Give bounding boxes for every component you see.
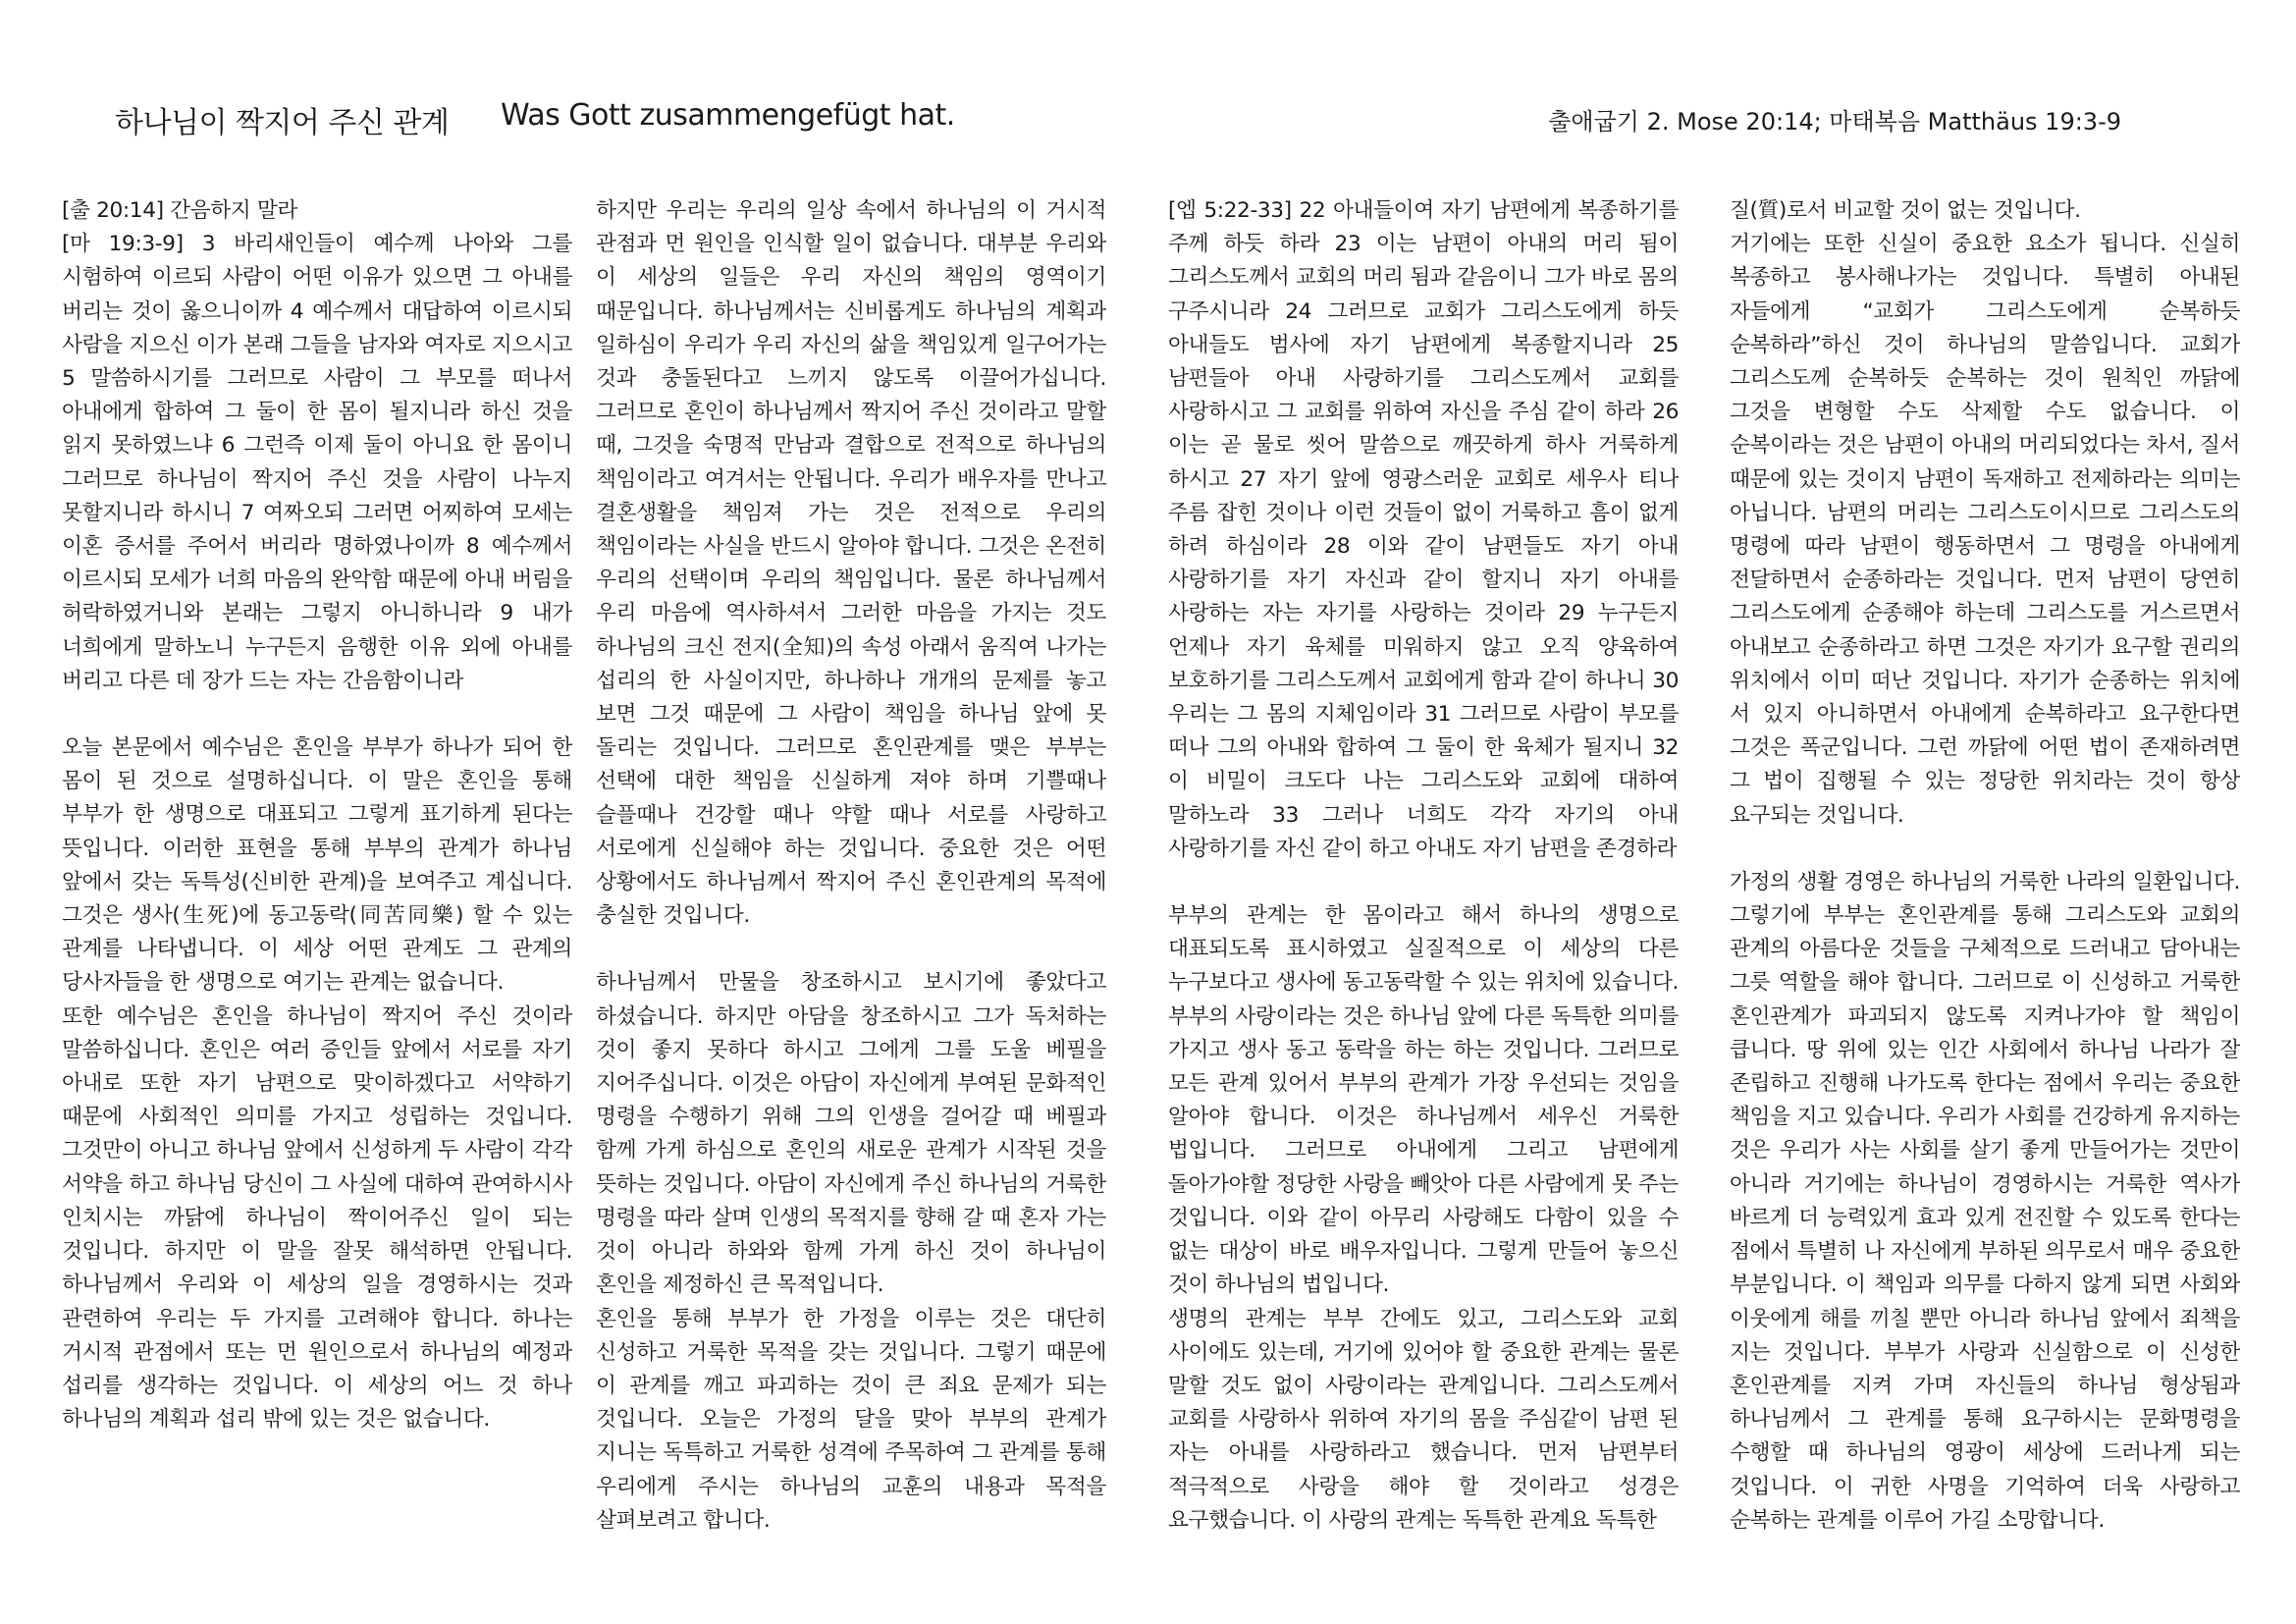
text-paragraph: [출 20:14] 간음하지 말라 <box>62 198 297 223</box>
text-column-3 <box>1168 194 1679 1569</box>
text-paragraph: 오늘 본문에서 예수님은 혼인을 부부가 하나가 되어 한 몸이 된 것으로 설명하십니다. 이 말은 혼인을 통해 부부가 한 생명으로 대표되고 그렇게 표기하게 된다는 뜻입니다. 이러한 표현을 통해 부부의 관계가 하나님 앞에서 갖는 독특성(신비한 관계)을 보여주고 계십니다. 그것은 생사(生死)에 동고동락(同苦同樂) 할 수 있는 관계를 나타냅니다. 이 세상 어떤 관계도 그 관계의 당사자들을 한 생명으로 여기는 관계는 없습니다. <box>62 735 572 996</box>
page-header <box>0 0 2296 177</box>
text-column-4 <box>1730 194 2240 1569</box>
text-paragraph: 거기에는 또한 신실이 중요한 요소가 됩니다. 신실히 복종하고 봉사해나가는 것입니다. 특별히 아내된 자들에게 “교회가 그리스도에게 순복하듯 순복하라”하신 것이 하나님의 말씀입니다. 교회가 그리스도께 순복하듯 순복하는 것이 원칙인 까닭에 그것을 변형할 수도 삭제할 수도 없습니다. 이 순복이라는 것은 남편이 아내의 머리되었다는 차서, 질서 때문에 있는 것이지 남편이 독재하고 전제하라는 의미는 아닙니다. 남편의 머리는 그리스도이시므로 그리스도의 명령에 따라 남편이 행동하면서 그 명령을 아내에게 전달하면서 순종하라는 것입니다. 먼저 남편이 당연히 그리스도에게 순종해야 하는데 그리스도를 거스르면서 아내보고 순종하라고 하면 그것은 자기가 요구할 권리의 위치에서 이미 떠난 것입니다. 자기가 순종하는 위치에 서 있지 아니하면서 아내에게 순복하라고 요구한다면 그것은 폭군입니다. 그런 까닭에 어떤 법이 존재하려면 그 법이 집행될 수 있는 정당한 위치라는 것이 항상 요구되는 것입니다. <box>1730 232 2240 828</box>
text-paragraph: 또한 예수님은 혼인을 하나님이 짝지어 주신 것이라 말씀하십니다. 혼인은 여러 증인들 앞에서 서로를 자기 아내로 또한 자기 남편으로 맞이하겠다고 서약하기 때문에 사회적인 의미를 가지고 성립하는 것입니다. 그것만이 아니고 하나님 앞에서 신성하게 두 사람이 각각 서약을 하고 하나님 당신이 그 사실에 대하여 관여하시사 인치시는 까닭에 하나님이 짝이어주신 일이 되는 것입니다. 하지만 이 말을 잘못 해석하면 안됩니다. 하나님께서 우리와 이 세상의 일을 경영하시는 것과 관련하여 우리는 두 가지를 고려해야 합니다. 하나는 거시적 관점에서 또는 먼 원인으로서 하나님의 예정과 섭리를 생각하는 것입니다. 이 세상의 어느 것 하나 하나님의 계획과 섭리 밖에 있는 것은 없습니다. <box>62 1003 572 1433</box>
scripture-reference: 출애굽기 2. Mose 20:14; 마태복음 Matthäus 19:3-9 <box>1548 108 2121 135</box>
text-paragraph: 질(質)로서 비교할 것이 없는 것입니다. <box>1730 198 2081 223</box>
text-paragraph: 하나님께서 만물을 창조하시고 보시기에 좋았다고 하셨습니다. 하지만 아담을 창조하시고 그가 독처하는 것이 좋지 못하다 하시고 그에게 그를 도울 베필을 지어주십니다. 이것은 아담이 자신에게 부여된 문화적인 명령을 수행하기 위해 그의 인생을 걸어갈 때 베필과 함께 가게 하심으로 혼인의 새로운 관계가 시작된 것을 뜻하는 것입니다. 아담이 자신에게 주신 하나님의 거룩한 명령을 따라 살며 인생의 목적지를 향해 갈 때 혼자 가는 것이 아니라 하와와 함께 가게 하신 것이 하나님이 혼인을 제정하신 큰 목적입니다. <box>596 970 1106 1298</box>
text-paragraph: 하지만 우리는 우리의 일상 속에서 하나님의 이 거시적 관점과 먼 원인을 인식할 일이 없습니다. 대부분 우리와 이 세상의 일들은 우리 자신의 책임의 영역이기 때문입니다. 하나님께서는 신비롭게도 하나님의 계획과 일하심이 우리가 우리 자신의 삶을 책임있게 일구어가는 것과 충돌된다고 느끼지 않도록 이끌어가십니다. 그러므로 혼인이 하나님께서 짝지어 주신 것이라고 말할 때, 그것을 숙명적 만남과 결합으로 전적으로 하나님의 책임이라고 여겨서는 안됩니다. 우리가 배우자를 만나고 결혼생활을 책임져 가는 것은 전적으로 우리의 책임이라는 사실을 반드시 알아야 합니다. 그것은 온전히 우리의 선택이며 우리의 책임입니다. 물론 하나님께서 우리 마음에 역사하셔서 그러한 마음을 가지는 것도 하나님의 크신 전지(全知)의 속성 아래서 움직여 나가는 섭리의 한 사실이지만, 하나하나 개개의 문제를 놓고 보면 그것 때문에 그 사람이 책임을 하나님 앞에 못 돌리는 것입니다. 그러므로 혼인관계를 맺은 부부는 선택에 대한 책임을 신실하게 져야 하며 기쁠때나 슬플때나 건강할 때나 약할 때나 서로를 사랑하고 서로에게 신실해야 하는 것입니다. 중요한 것은 어떤 상황에서도 하나님께서 짝지어 주신 혼인관계의 목적에 충실한 것입니다. <box>596 198 1106 929</box>
text-paragraph: 가정의 생활 경영은 하나님의 거룩한 나라의 일환입니다. 그렇기에 부부는 혼인관계를 통해 그리스도와 교회의 관계의 아름다운 것들을 구체적으로 드러내고 담아내는 그릇 역할을 해야 합니다. 그러므로 이 신성하고 거룩한 혼인관계가 파괴되지 않도록 지켜나가야 할 책임이 큽니다. 땅 위에 있는 인간 사회에서 하나님 나라가 잘 존립하고 진행해 나가도록 한다는 점에서 우리는 중요한 책임을 지고 있습니다. 우리가 사회를 건강하게 유지하는 것은 우리가 사는 사회를 살기 좋게 만들어가는 것만이 아니라 거기에는 하나님이 경영하시는 거룩한 역사가 바르게 더 능력있게 효과 있게 전진할 수 있도록 한다는 점에서 특별히 나 자신에게 부하된 의무로서 매우 중요한 부분입니다. 이 책임과 의무를 다하지 않게 되면 사회와 이웃에게 해를 끼칠 뿐만 아니라 하나님 앞에서 죄책을 지는 것입니다. 부부가 사랑과 신실함으로 이 신성한 혼인관계를 지켜 가며 자신들의 하나님 형상됨과 하나님께서 그 관계를 통해 요구하시는 문화명령을 수행할 때 하나님의 영광이 세상에 드러나게 되는 것입니다. 이 귀한 사명을 기억하여 더욱 사랑하고 순복하는 관계를 이루어 가길 소망합니다. <box>1730 869 2240 1533</box>
text-paragraph: [엡 5:22-33] 22 아내들이여 자기 남편에게 복종하기를 주께 하듯 하라 23 이는 남편이 아내의 머리 됨이 그리스도께서 교회의 머리 됨과 같음이니 그가 바로 몸의 구주시니라 24 그러므로 교회가 그리스도에게 하듯 아내들도 범사에 자기 남편에게 복종할지니라 25 남편들아 아내 사랑하기를 그리스도께서 교회를 사랑하시고 그 교회를 위하여 자신을 주심 같이 하라 26 이는 곧 물로 씻어 말씀으로 깨끗하게 하사 거룩하게 하시고 27 자기 앞에 영광스러운 교회로 세우사 티나 주름 잡힌 것이나 이런 것들이 없이 거룩하고 흠이 없게 하려 하심이라 28 이와 같이 남편들도 자기 아내 사랑하기를 자기 자신과 같이 할지니 자기 아내를 사랑하는 자는 자기를 사랑하는 것이라 29 누구든지 언제나 자기 육체를 미워하지 않고 오직 양육하여 보호하기를 그리스도께서 교회에게 함과 같이 하나니 30 우리는 그 몸의 지체임이라 31 그러므로 사람이 부모를 떠나 그의 아내와 합하여 그 둘이 한 육체가 될지니 32 이 비밀이 크도다 나는 그리스도와 교회에 대하여 말하노라 33 그러나 너희도 각각 자기의 아내 사랑하기를 자신 같이 하고 아내도 자기 남편을 존경하라 <box>1168 198 1679 861</box>
text-paragraph: 생명의 관계는 부부 간에도 있고, 그리스도와 교회 사이에도 있는데, 거기에 있어야 할 중요한 관계는 물론 말할 것도 없이 사랑이라는 관계입니다. 그리스도께서 교회를 사랑하사 위하여 자기의 몸을 주심같이 남편 된 자는 아내를 사랑하라고 했습니다. 먼저 남편부터 적극적으로 사랑을 해야 할 것이라고 성경은 요구했습니다. 이 사랑의 관계는 독특한 관계요 독특한 <box>1168 1306 1679 1533</box>
text-column-1 <box>62 194 572 1569</box>
text-column-2 <box>596 194 1106 1569</box>
text-paragraph: 혼인을 통해 부부가 한 가정을 이루는 것은 대단히 신성하고 거룩한 목적을 갖는 것입니다. 그렇기 때문에 이 관계를 깨고 파괴하는 것이 큰 죄요 문제가 되는 것입니다. 오늘은 가정의 달을 맞아 부부의 관계가 지니는 독특하고 거룩한 성격에 주목하여 그 관계를 통해 우리에게 주시는 하나님의 교훈의 내용과 목적을 살펴보려고 합니다. <box>596 1306 1106 1533</box>
title-korean: 하나님이 짝지어 주신 관계 <box>115 106 450 140</box>
text-paragraph: [마 19:3-9] 3 바리새인들이 예수께 나아와 그를 시험하여 이르되 사람이 어떤 이유가 있으면 그 아내를 버리는 것이 옳으니이까 4 예수께서 대답하여 이르시되 사람을 지으신 이가 본래 그들을 남자와 여자로 지으시고 5 말씀하시기를 그러므로 사람이 그 부모를 떠나서 아내에게 합하여 그 둘이 한 몸이 될지니라 하신 것을 읽지 못하였느냐 6 그런즉 이제 둘이 아니요 한 몸이니 그러므로 하나님이 짝지어 주신 것을 사람이 나누지 못할지니라 하시니 7 여짜오되 그러면 어찌하여 모세는 이혼 증서를 주어서 버리라 명하였나이까 8 예수께서 이르시되 모세가 너희 마음의 완악함 때문에 아내 버림을 허락하였거니와 본래는 그렇지 아니하니라 9 내가 너희에게 말하노니 누구든지 음행한 이유 외에 아내를 버리고 다른 데 장가 드는 자는 간음함이니라 <box>62 232 572 693</box>
title-german: Was Gott zusammengefügt hat. <box>501 98 955 133</box>
text-paragraph: 부부의 관계는 한 몸이라고 해서 하나의 생명으로 대표되도록 표시하였고 실질적으로 이 세상의 다른 누구보다고 생사에 동고동락할 수 있는 위치에 있습니다. 부부의 사랑이라는 것은 하나님 앞에 다른 독특한 의미를 가지고 생사 동고 동락을 하는 하는 것입니다. 그러므로 모든 관계 있어서 부부의 관계가 가장 우선되는 것임을 알아야 합니다. 이것은 하나님께서 세우신 거룩한 법입니다. 그러므로 아내에게 그리고 남편에게 돌아가야할 정당한 사랑을 빼앗아 다른 사람에게 못 주는 것입니다. 이와 같이 아무리 사랑해도 다함이 있을 수 없는 대상이 바로 배우자입니다. 그렇게 만들어 놓으신 것이 하나님의 법입니다. <box>1168 903 1679 1298</box>
